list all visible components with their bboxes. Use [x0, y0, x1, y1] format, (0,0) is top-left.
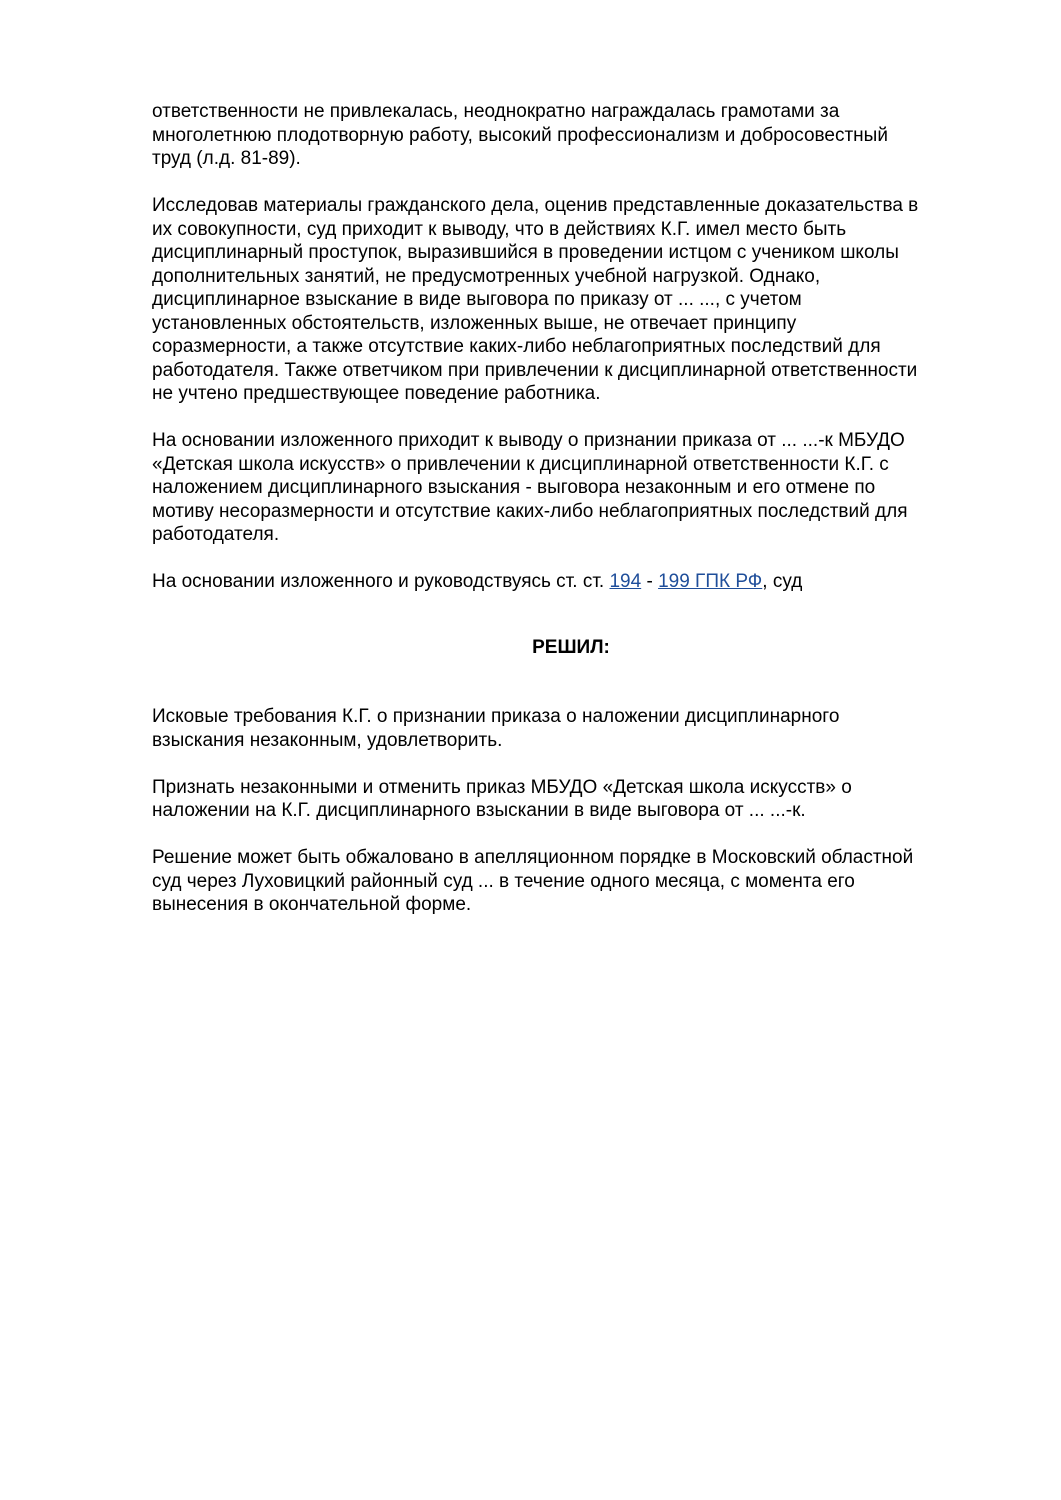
legal-basis-suffix: , суд	[762, 571, 803, 592]
article-194-link[interactable]: 194	[609, 571, 642, 592]
paragraph-previous-record: ответственности не привлекалась, неоднократно награждалась грамотами за многолетнюю плодотворную работу, высокий профессионализм и добросовестный труд (л.д. 81-89).	[152, 101, 888, 169]
decision-heading: РЕШИЛ:	[532, 636, 610, 658]
legal-basis-dash: -	[641, 571, 659, 592]
article-199-gpk-link[interactable]: 199 ГПК РФ	[658, 571, 763, 592]
document-page	[152, 100, 992, 940]
paragraph-legal-basis	[152, 570, 992, 594]
legal-basis-prefix: На основании изложенного и руководствуясь ст. ст.	[152, 571, 610, 592]
paragraph-conclusion: На основании изложенного приходит к выводу о признании приказа от ... ...-к МБУДО «Детская школа искусств» о привлечении к дисциплинарной ответственности К.Г. с наложением дисциплинарного взыскания - выговора незаконным и его отмене по мотиву несоразмерности и отсутствие каких-либо неблагоприятных последствий для работодателя.	[152, 430, 908, 545]
paragraph-court-findings: Исследовав материалы гражданского дела, оценив представленные доказательства в их совокупности, суд приходит к выводу, что в действиях К.Г. имел место быть дисциплинарный проступок, выразившийся в проведении истцом с учеником школы дополнительных занятий, не предусмотренных учебной нагрузкой. Однако, дисциплинарное взыскание в виде выговора по приказу от ... ..., с учетом установленных обстоятельств, изложенных выше, не отвечает принципу соразмерности, а также отсутствие каких-либо неблагоприятных последствий для работодателя. Также ответчиком при привлечении к дисциплинарной ответственности не учтено предшествующее поведение работника.	[152, 195, 919, 404]
paragraph-order-annulled: Признать незаконными и отменить приказ МБУДО «Детская школа искусств» о наложении на К.Г. дисциплинарного взыскании в виде выговора от ... ...-к.	[152, 776, 852, 821]
paragraph-claims-granted: Исковые требования К.Г. о признании приказа о наложении дисциплинарного взыскания незаконным, удовлетворить.	[152, 706, 840, 751]
paragraph-appeal-notice: Решение может быть обжаловано в апелляционном порядке в Московский областной суд через Луховицкий районный суд ... в течение одного месяца, с момента его вынесения в окончательной форме.	[152, 847, 914, 915]
